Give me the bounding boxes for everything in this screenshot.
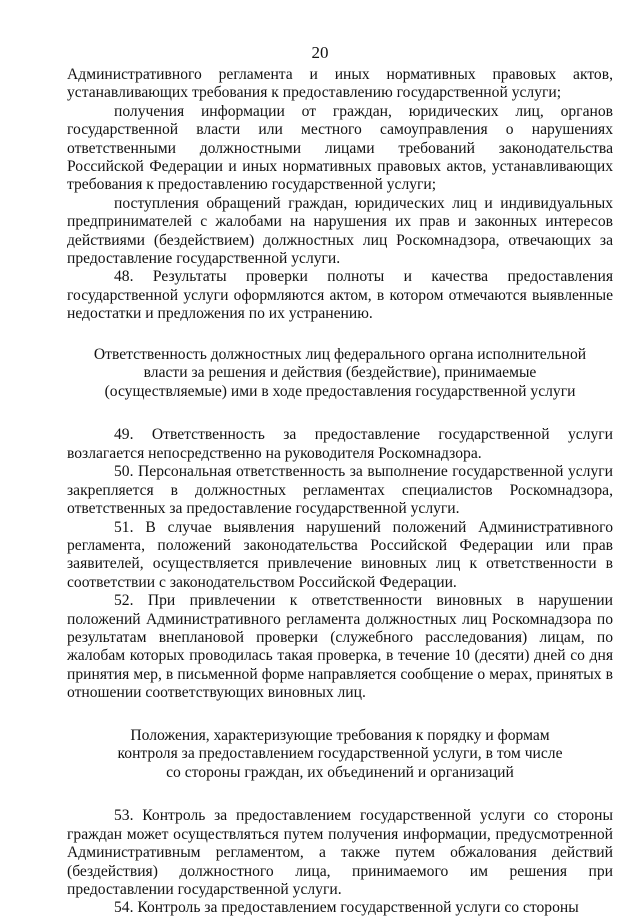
paragraph-info-receipt: получения информации от граждан, юридических лиц, органов государственной власти или местного самоуправления о нарушениях ответственными должностными лицами требований законодательства Российской Федерации и иных нормативных правовых актов, устанавливающих требования к предоставлению государственной услуги; bbox=[67, 102, 613, 194]
document-body bbox=[67, 66, 613, 918]
paragraph-54: 54. Контроль за предоставлением государственной услуги со стороны bbox=[114, 899, 579, 917]
paragraph-48: 48. Результаты проверки полноты и качества предоставления государственной услуги оформляются актом, в котором отмечаются выявленные недостатки и предложения по их устранению. bbox=[67, 268, 613, 323]
heading-line: власти за решения и действия (бездействие), принимаемые bbox=[143, 364, 537, 382]
page-number: 20 bbox=[311, 43, 329, 62]
paragraph-50: 50. Персональная ответственность за выполнение государственной услуги закрепляется в должностных регламентах специалистов Роскомнадзора, ответственных за предоставление государственной услуги. bbox=[67, 463, 613, 518]
paragraph-51: 51. В случае выявления нарушений положений Административного регламента, положений законодательства Российской Федерации или прав заявителей, осуществляется привлечение виновных лиц к ответственности в соответствии с законодательством Российской Федерации. bbox=[67, 518, 613, 591]
paragraph-49: 49. Ответственность за предоставление государственной услуги возлагается непосредственно на руководителя Роскомнадзора. bbox=[67, 426, 613, 462]
paragraph-complaints: поступления обращений граждан, юридических лиц и индивидуальных предпринимателей с жалобами на нарушения их прав и законных интересов действиями (бездействием) должностных лиц Роскомнадзора, отвечающих за предоставление государственной услуги. bbox=[67, 194, 613, 268]
section-heading-responsibility bbox=[67, 346, 613, 402]
heading-line: (осуществляемые) ими в ходе предоставления государственной услуги bbox=[104, 382, 576, 400]
paragraph-continuation: Административного регламента и иных нормативных правовых актов, устанавливающих требования к предоставлению государственной услуги; bbox=[67, 66, 613, 102]
heading-line: Положения, характеризующие требования к порядку и формам bbox=[130, 726, 550, 744]
section-heading-control bbox=[67, 727, 613, 783]
paragraph-53: 53. Контроль за предоставлением государственной услуги со стороны граждан может осуществляться путем получения информации, предусмотренной Административным регламентом, а также путем обжалования действий (бездействия) должностного лица, принимаемого им решения при предоставлении государственной услуги. bbox=[67, 807, 613, 898]
heading-line: со стороны граждан, их объединений и организаций bbox=[166, 763, 514, 781]
heading-line: Ответственность должностных лиц федерального органа исполнительной bbox=[93, 345, 587, 363]
paragraph-52: 52. При привлечении к ответственности виновных в нарушении положений Административного регламента должностных лиц Роскомнадзора по результатам внеплановой проверки (служебного расследования) лицам, по жалобам которых проводилась такая проверка, в течение 10 (десяти) дней со дня принятия мер, в письменной форме направляется сообщение о мерах, принятых в отношении соответствующих виновных лиц. bbox=[67, 592, 613, 702]
heading-line: контроля за предоставлением государственной услуги, в том числе bbox=[117, 745, 563, 763]
